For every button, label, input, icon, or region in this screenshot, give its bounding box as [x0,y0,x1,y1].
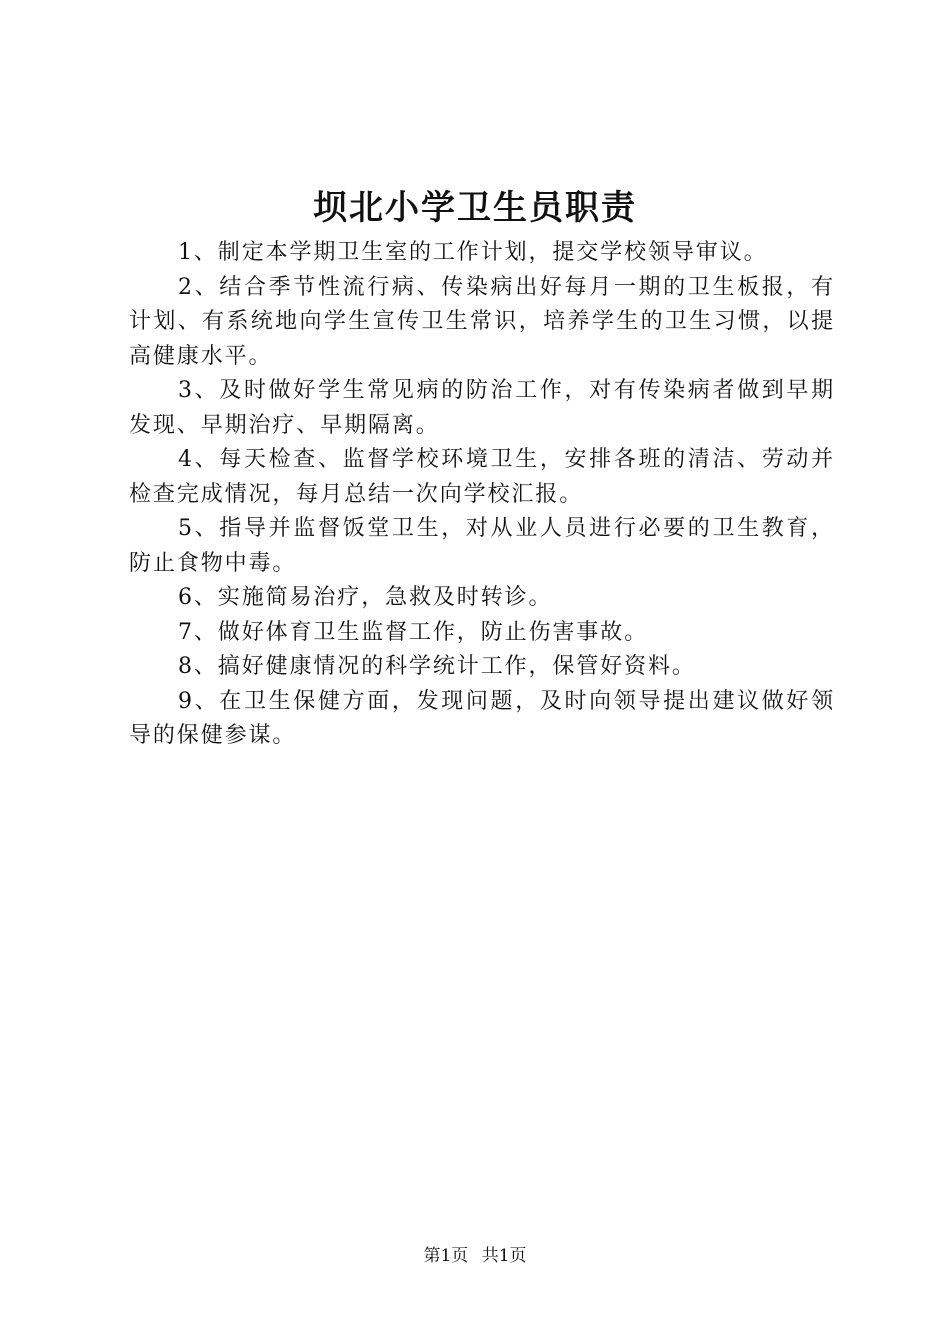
document-title: 坝北小学卫生员职责 [313,188,637,228]
duty-item-4: 4、每天检查、监督学校环境卫生，安排各班的清洁、劳动并检查完成情况，每月总结一次向学校汇报。 [129,447,835,507]
page-footer [0,1244,950,1268]
page-number-current: 第1页 [423,1246,469,1266]
duty-item-7: 7、做好体育卫生监督工作，防止伤害事故。 [178,619,648,645]
duty-item-8: 8、搞好健康情况的科学统计工作，保管好资料。 [178,654,696,679]
duty-item-9: 9、在卫生保健方面，发现问题，及时向领导提出建议做好领导的保健参谋。 [129,688,835,748]
duty-item-1: 1、制定本学期卫生室的工作计划，提交学校领导审议。 [178,240,768,265]
duty-item-5: 5、指导并监督饭堂卫生，对从业人员进行必要的卫生教育，防止食物中毒。 [129,516,835,576]
page-number-total: 共1页 [481,1246,527,1266]
duty-item-2: 2、结合季节性流行病、传染病出好每月一期的卫生板报，有计划、有系统地向学生宣传卫生常识，培养学生的卫生习惯，以提高健康水平。 [129,274,835,369]
duty-list [129,236,835,754]
duty-item-6: 6、实施简易治疗，急救及时转诊。 [178,585,553,610]
duty-item-3: 3、及时做好学生常见病的防治工作，对有传染病者做到早期发现、早期治疗、早期隔离。 [129,378,835,438]
